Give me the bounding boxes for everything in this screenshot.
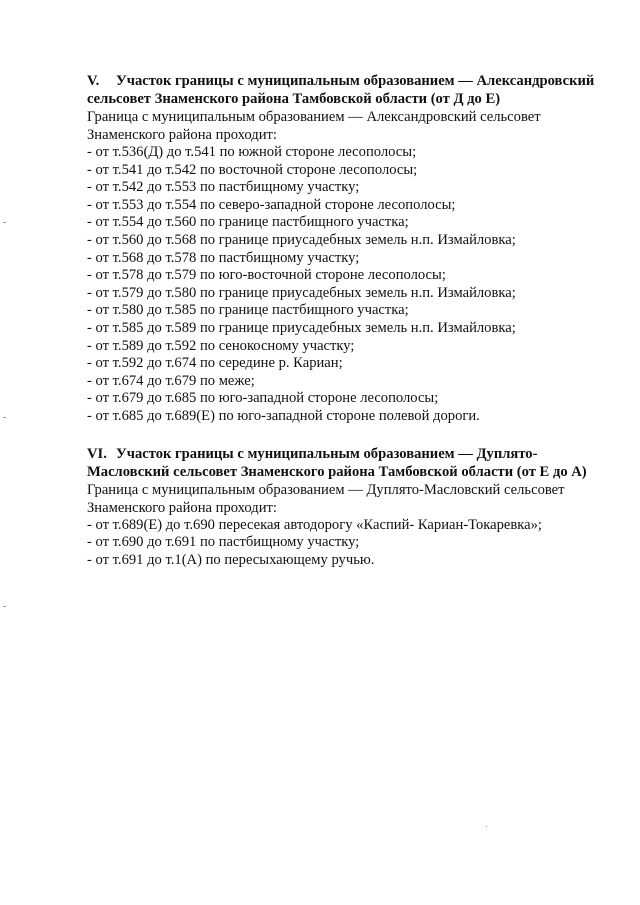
list-item: - от т.541 до т.542 по восточной стороне лесополосы; [87, 161, 418, 178]
scan-mark [3, 222, 6, 223]
section-intro: Граница с муниципальным образованием — Дуплято-Масловский сельсовет Знаменского района проходит: [87, 481, 565, 516]
section-heading-text: Участок границы с муниципальным образованием — Дуплято-Масловский сельсовет Знаменского района Тамбовской области (от Е до А) [87, 445, 587, 480]
list-item: - от т.674 до т.679 по меже; [87, 372, 255, 389]
list-item: - от т.560 до т.568 по границе приусадебных земель н.п. Измайловка; [87, 231, 516, 248]
list-item: - от т.589 до т.592 по сенокосному участку; [87, 337, 355, 354]
document-page [87, 72, 617, 569]
list-item: - от т.553 до т.554 по северо-западной стороне лесополосы; [87, 196, 456, 213]
list-item: - от т.542 до т.553 по пастбищному участку; [87, 179, 360, 196]
list-item: - от т.689(Е) до т.690 пересекая автодорогу «Каспий- Кариан-Токаревка»; [87, 516, 542, 533]
section-v [87, 72, 617, 426]
boundary-list [87, 144, 617, 426]
list-item: - от т.691 до т.1(А) по пересыхающему ручью. [87, 551, 375, 568]
scan-mark [3, 606, 6, 607]
list-item: - от т.579 до т.580 по границе приусадебных земель н.п. Измайловка; [87, 284, 516, 301]
list-item: - от т.592 до т.674 по середине р. Кариан; [87, 355, 343, 372]
list-item: - от т.554 до т.560 по границе пастбищного участка; [87, 214, 409, 231]
list-item: - от т.580 до т.585 по границе пастбищного участка; [87, 302, 409, 319]
section-number: V. [87, 73, 100, 89]
list-item: - от т.685 до т.689(Е) по юго-западной стороне полевой дороги. [87, 407, 480, 424]
scan-mark [3, 417, 6, 418]
section-heading-text: Участок границы с муниципальным образованием — Александровский сельсовет Знаменского района Тамбовской области (от Д до Е) [87, 73, 595, 107]
list-item: - от т.578 до т.579 по юго-восточной стороне лесополосы; [87, 267, 446, 284]
list-item: - от т.536(Д) до т.541 по южной стороне лесополосы; [87, 144, 417, 160]
boundary-list [87, 517, 617, 570]
section-intro: Граница с муниципальным образованием — Александровский сельсовет Знаменского района проходит: [87, 109, 541, 143]
section-heading [87, 72, 617, 108]
scan-mark [486, 826, 487, 827]
list-item: - от т.679 до т.685 по юго-западной стороне лесополосы; [87, 390, 439, 407]
list-item: - от т.690 до т.691 по пастбищному участку; [87, 534, 360, 551]
list-item: - от т.585 до т.589 по границе приусадебных земель н.п. Измайловка; [87, 319, 516, 336]
section-heading [87, 445, 617, 481]
list-item: - от т.568 до т.578 по пастбищному участку; [87, 249, 360, 266]
section-vi [87, 445, 617, 570]
section-number: VI. [87, 445, 107, 462]
